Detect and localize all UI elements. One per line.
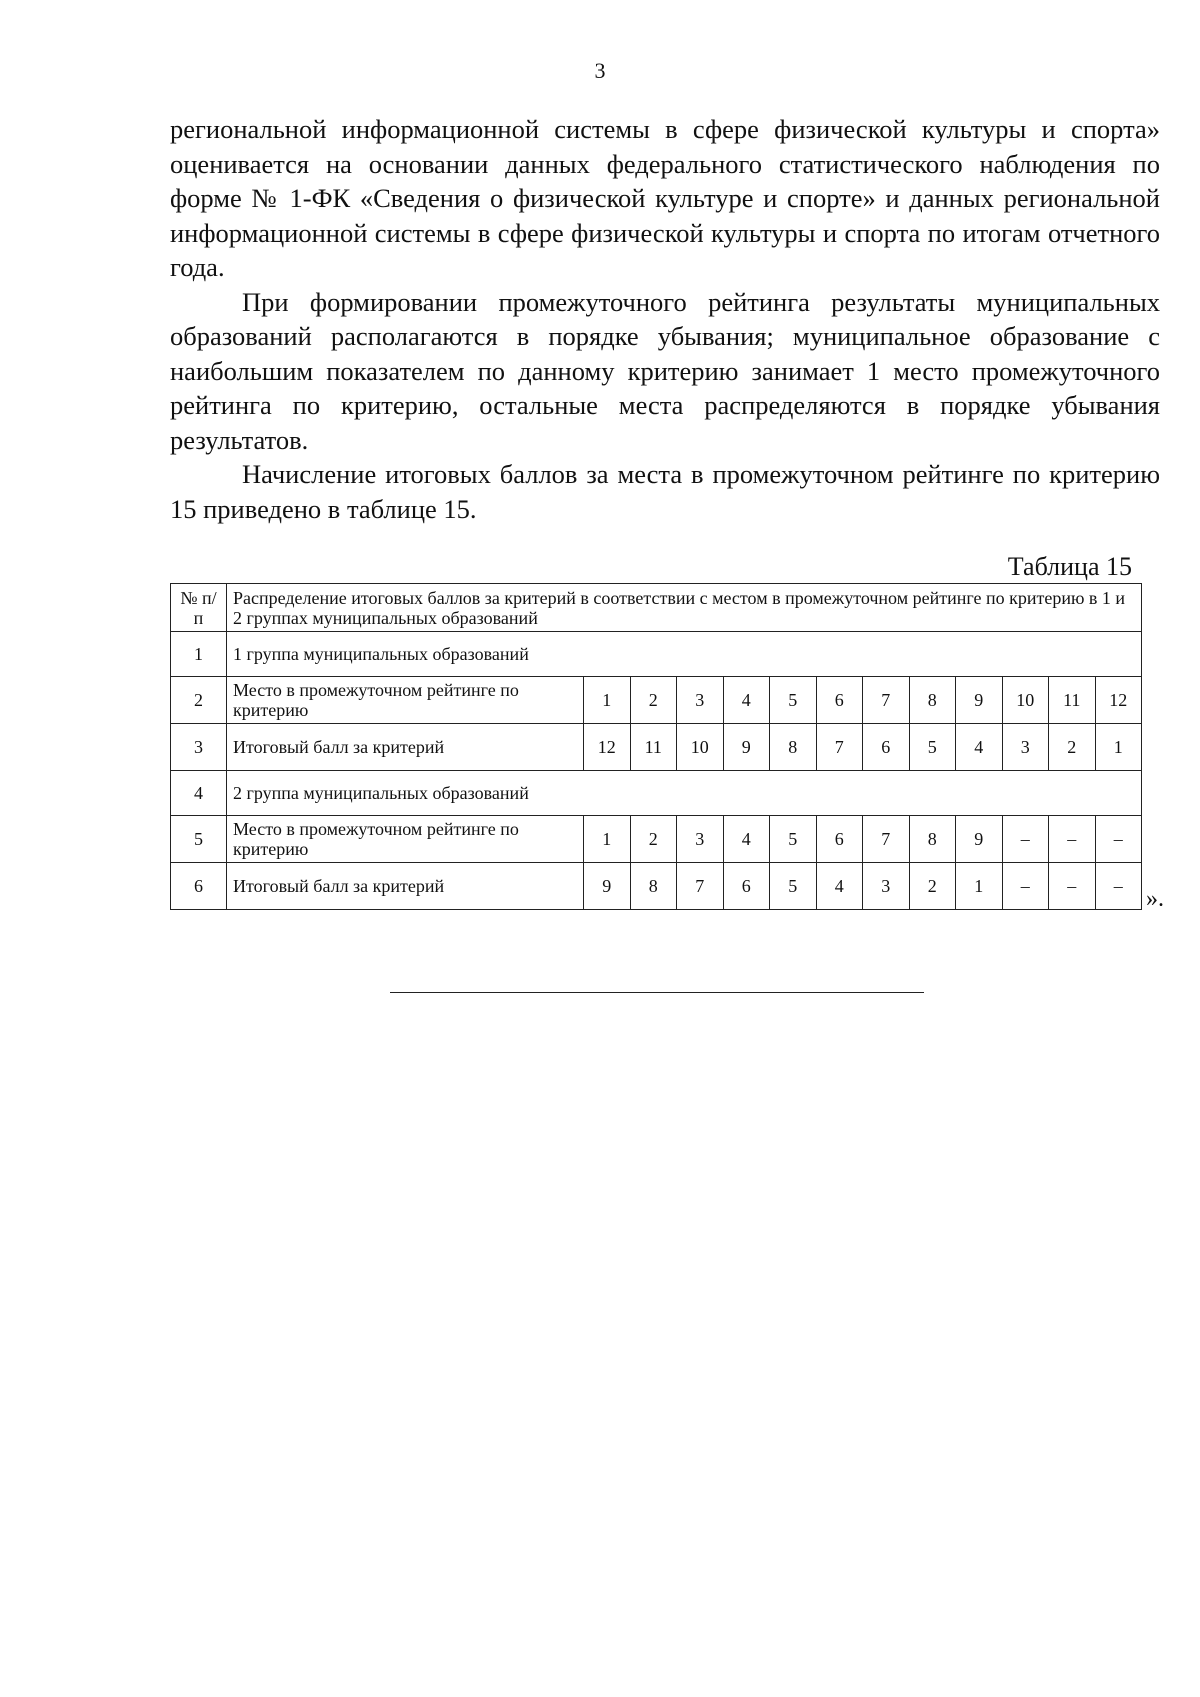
table-row (171, 677, 1142, 724)
table-row (171, 771, 1142, 816)
value-cell: 6 (816, 816, 863, 863)
value-cell: 6 (816, 677, 863, 724)
value-cell: 5 (770, 677, 817, 724)
page-number: 3 (594, 58, 606, 83)
value-cell: 7 (816, 724, 863, 771)
value-cell: 11 (1049, 677, 1096, 724)
closing-quote: ». (1146, 886, 1164, 912)
value-cell: 8 (909, 816, 956, 863)
value-cell: 9 (956, 677, 1003, 724)
value-cell: 1 (584, 677, 631, 724)
value-cell: 12 (584, 724, 631, 771)
row-number: 5 (171, 816, 227, 863)
value-cell: 7 (863, 677, 910, 724)
value-cell: 4 (816, 863, 863, 910)
row-number: 3 (171, 724, 227, 771)
table-caption: Таблица 15 (1007, 552, 1132, 581)
value-cell: 6 (723, 863, 770, 910)
value-cell: 9 (723, 724, 770, 771)
value-cell: 5 (770, 863, 817, 910)
value-cell: 1 (584, 816, 631, 863)
paragraph: При формировании промежуточного рейтинга результаты муниципальных образований располагаются в порядке убывания; муниципальное образование с наибольшим показателем по данному критерию занимает 1 место промежуточного рейтинга по критерию, остальные места распределяются в порядке убывания результатов. (170, 286, 1160, 455)
paragraph: Начисление итоговых баллов за места в промежуточном рейтинге по критерию 15 приведено в таблице 15. (170, 459, 1160, 524)
value-cell: 3 (677, 677, 724, 724)
value-cell: 12 (1095, 677, 1142, 724)
header-title-cell: Распределение итоговых баллов за критерий в соответствии с местом в промежуточном рейтинге по критерию в 1 и 2 группах муниципальных образований (227, 584, 1142, 632)
value-cell: 6 (863, 724, 910, 771)
paragraph: региональной информационной системы в сфере физической культуры и спорта» оценивается на основании данных федерального статистического наблюдения по форме № 1-ФК «Сведения о физической культуре и спорте» и данных региональной информационной системы в сфере физической культуры и спорта по итогам отчетного года. (170, 114, 1160, 282)
row-label: Итоговый балл за критерий (227, 724, 584, 771)
value-cell: 9 (956, 816, 1003, 863)
value-cell: 4 (956, 724, 1003, 771)
value-cell: – (1095, 816, 1142, 863)
value-cell: 3 (677, 816, 724, 863)
row-number: 1 (171, 632, 227, 677)
value-cell: 8 (770, 724, 817, 771)
table-header-row (171, 584, 1142, 632)
section-label: 2 группа муниципальных образований (227, 771, 1142, 816)
value-cell: 9 (584, 863, 631, 910)
value-cell: – (1049, 863, 1096, 910)
value-cell: 5 (770, 816, 817, 863)
body-text (170, 112, 1160, 526)
table-row (171, 632, 1142, 677)
value-cell: 10 (1002, 677, 1049, 724)
table-row (171, 724, 1142, 771)
value-cell: – (1095, 863, 1142, 910)
table-row (171, 816, 1142, 863)
row-label: Место в промежуточном рейтинге по критерию (227, 816, 584, 863)
value-cell: 4 (723, 816, 770, 863)
value-cell: 4 (723, 677, 770, 724)
value-cell: 8 (909, 677, 956, 724)
value-cell: – (1049, 816, 1096, 863)
value-cell: 2 (909, 863, 956, 910)
value-cell: 1 (1095, 724, 1142, 771)
scores-table (170, 583, 1142, 910)
separator-line (390, 992, 924, 993)
value-cell: 3 (1002, 724, 1049, 771)
row-label: Место в промежуточном рейтинге по критерию (227, 677, 584, 724)
value-cell: 11 (630, 724, 677, 771)
row-number: 4 (171, 771, 227, 816)
value-cell: – (1002, 816, 1049, 863)
value-cell: 7 (863, 816, 910, 863)
value-cell: 8 (630, 863, 677, 910)
value-cell: 1 (956, 863, 1003, 910)
header-num-cell: № п/п (171, 584, 227, 632)
value-cell: 2 (630, 816, 677, 863)
value-cell: 10 (677, 724, 724, 771)
table-row (171, 863, 1142, 910)
value-cell: 2 (630, 677, 677, 724)
value-cell: 5 (909, 724, 956, 771)
row-number: 2 (171, 677, 227, 724)
value-cell: 2 (1049, 724, 1096, 771)
value-cell: – (1002, 863, 1049, 910)
row-number: 6 (171, 863, 227, 910)
section-label: 1 группа муниципальных образований (227, 632, 1142, 677)
row-label: Итоговый балл за критерий (227, 863, 584, 910)
value-cell: 3 (863, 863, 910, 910)
value-cell: 7 (677, 863, 724, 910)
